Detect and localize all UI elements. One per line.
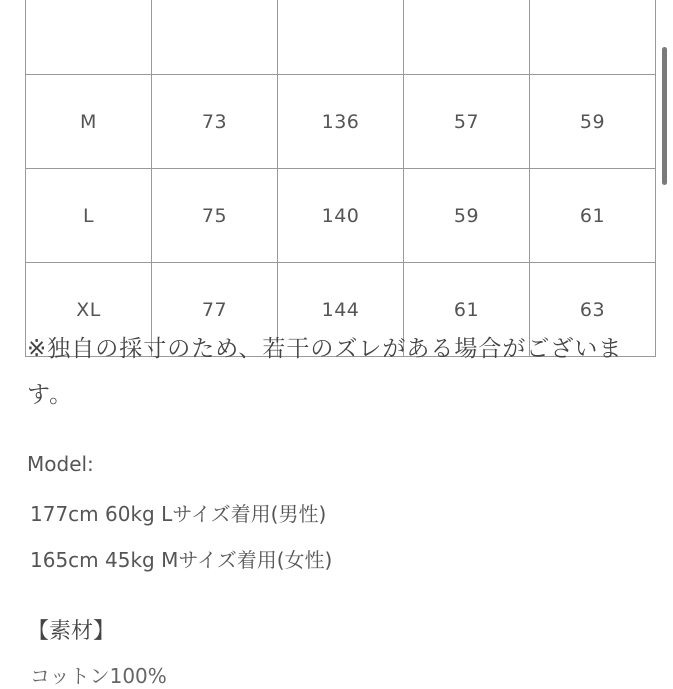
table-cell: 73: [152, 75, 278, 169]
table-cell: 63: [530, 263, 656, 357]
table-row: [26, 75, 656, 169]
table-row: [26, 0, 656, 75]
model-male-info: 177cm 60kg Lサイズ着用(男性): [30, 502, 327, 526]
table-cell: 59: [530, 75, 656, 169]
table-cell: [278, 0, 404, 75]
table-cell: [530, 0, 656, 75]
size-table: [25, 0, 656, 357]
model-label: Model:: [27, 452, 94, 476]
size-label-cell: XL: [26, 263, 152, 357]
model-female-info: 165cm 45kg Mサイズ着用(女性): [30, 548, 333, 572]
table-cell: 61: [404, 263, 530, 357]
measurement-note: ※独自の採寸のため、若干のズレがある場合がございます。: [27, 336, 623, 408]
table-cell: 57: [404, 75, 530, 169]
table-cell: [404, 0, 530, 75]
table-row: [26, 169, 656, 263]
table-cell: [152, 0, 278, 75]
scrollbar[interactable]: [662, 47, 667, 185]
table-cell: 75: [152, 169, 278, 263]
table-cell: [26, 0, 152, 75]
table-cell: 61: [530, 169, 656, 263]
table-cell: 136: [278, 75, 404, 169]
size-label-cell: M: [26, 75, 152, 169]
table-cell: 144: [278, 263, 404, 357]
material-line: コットン100%: [30, 664, 167, 688]
table-cell: 77: [152, 263, 278, 357]
table-cell: 140: [278, 169, 404, 263]
material-heading: 【素材】: [27, 619, 116, 644]
table-cell: 59: [404, 169, 530, 263]
size-label-cell: L: [26, 169, 152, 263]
